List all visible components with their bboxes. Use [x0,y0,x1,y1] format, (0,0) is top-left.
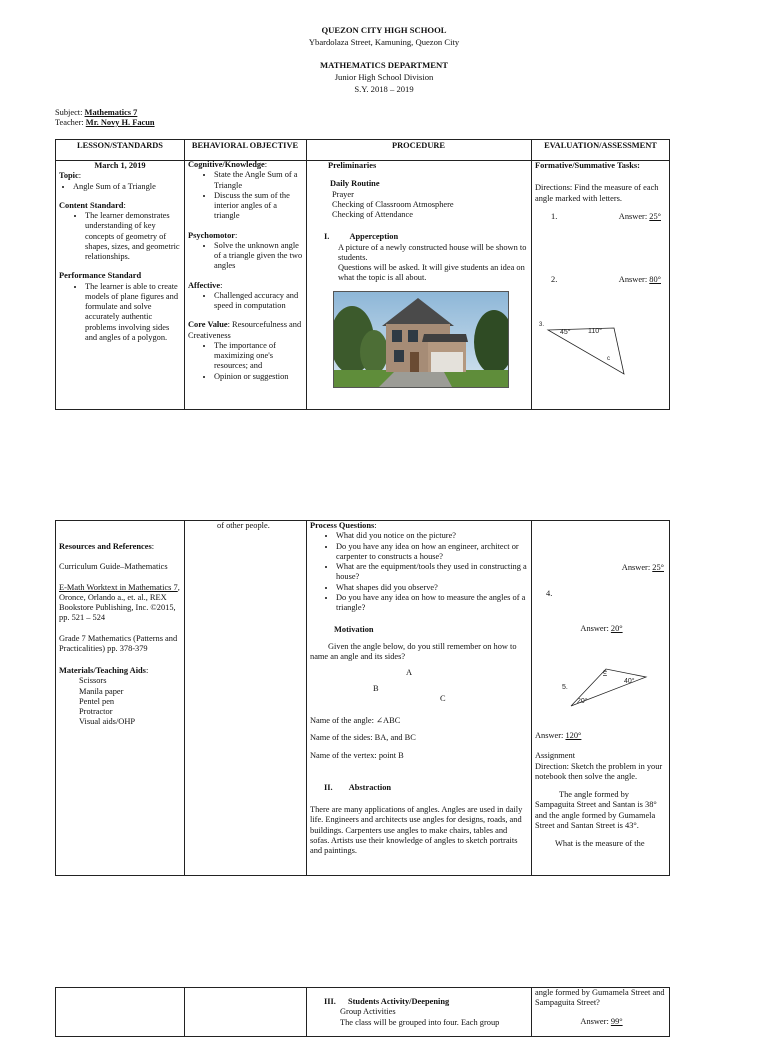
material-item: Visual aids/OHP [79,717,136,727]
name-of-angle: Name of the angle: ∠ABC [310,716,401,725]
section-heading-activity [310,997,528,1007]
process-question: • Do you have any idea on how to measure the angles of a triangle? [336,593,528,614]
reference-item: E-Math Worktext in Mathematics 7, Oronce, Orlando a., et. al., REX Bookstore Publishing, Inc. ©2015, pp. 521 – 524 [59,582,180,623]
cognitive-item: • Discuss the sum of the interior angles of a triangle [214,191,303,222]
lesson-plan-table-page1 [55,139,670,410]
objective-column-cont [185,521,306,531]
answer-label: Answer: [618,211,648,221]
affective-item: • Challenged accuracy and speed in computation [214,291,303,312]
procedure-column-page2: Process Questions: • What did you notice on the picture? • Do you have any idea on how an engineer, architect or carpenter to constructs a house? • What are the equipment/tools they used in constructing a house? • What shapes did you observe? • Do you have any idea on how to measure the angles of a triangle? Motivation Given the angle below, do you still remember on how to name an angle and its sides? A B C Name of the angle: ∠ABC Name of the sides: BA, and BC Name of the vertex: point B II. Abstraction There are many applications of angles. Angles are used in daily life. Engineers and architects use angles for designs, roads, and buildings. Carpenters use angles to make chairs, tables and sofas. Artists use their knowledge of angles to sketch portraits and paintings. [307,521,531,856]
process-question: • What are the equipment/tools they used in constructing a house? [336,562,528,583]
column-header-procedure: PROCEDURE [391,141,446,150]
lesson-plan-table-page2 [55,520,670,876]
evaluation-column-page3 [532,988,671,1027]
material-item: Scissors [79,676,107,686]
activity-text: The class will be grouped into four. Each group [340,1017,500,1027]
answer-value: 80° [649,274,661,284]
psychomotor-item: • Solve the unknown angle of a triangle given the two angles [214,241,303,272]
core-value-item: • The importance of maximizing one's resources; and [214,341,303,372]
daily-routine-heading: Daily Routine [330,179,380,189]
material-item: Protractor [79,707,113,716]
column-header-objective: BEHAVIORAL OBJECTIVE [191,141,299,150]
core-value-label: Core Value [188,320,228,330]
lesson-plan-table-page3 [55,987,670,1037]
column-header-evaluation: EVALUATION/ASSESSMENT [544,141,657,150]
content-standard-item: • The learner demonstrates understanding of key concepts of geometry of shapes, sizes, and geometric relationships. [85,211,181,262]
angle-abc-figure [310,668,528,712]
answer-5: Answer: 120° [535,731,582,740]
process-questions-label: Process Questions [310,521,375,530]
angle-label: 20° [577,698,588,705]
section-title: Abstraction [348,782,392,792]
section-number: III. [324,997,336,1006]
subject-line [55,108,137,118]
triangle-3-figure [536,318,636,380]
section-heading-apperception [310,232,528,242]
name-of-vertex: Name of the vertex: point B [310,750,404,760]
section-number: II. [324,782,333,792]
reference-item: Grade 7 Mathematics (Patterns and Practicalities) pp. 378-379 [59,633,178,653]
preliminaries-heading: Preliminaries [328,161,377,170]
answer-4: Answer: 20° [580,623,623,633]
procedure-column-page3 [307,997,531,1028]
school-address: Ybardolaza Street, Kamuning, Quezon City [308,37,460,47]
topic-item: • Angle Sum of a Triangle [73,182,181,192]
item-number: 4. [546,589,553,599]
section-title: Students Activity/Deepening [347,997,450,1006]
subject-value: Mathematics 7 [84,108,138,117]
eval-item-1 [535,212,668,224]
psychomotor-label: Psychomotor [188,230,235,240]
point-b-label: B [373,684,379,693]
routine-item: Prayer [332,189,354,199]
routine-item: Checking of Attendance [332,210,413,219]
teacher-label: Teacher: [55,118,84,127]
assignment-problem: The angle formed by Sampaguita Street and Santan is 38° and the angle formed by Gumamela Street and Santan Street is 43°. [535,790,657,830]
assignment-question-end: angle formed by Gumamela Street and Sampaguita Street? [535,988,665,1008]
assignment-heading: Assignment [535,751,576,761]
reference-link[interactable]: E-Math Worktext in Mathematics 7 [59,582,178,592]
core-value-text: : Resourcefulness and Creativeness [188,320,302,340]
answer-3: Answer: 25° [621,563,664,572]
core-value-item: • Opinion or suggestion [214,372,303,382]
topic-label: Topic [59,171,79,181]
content-standard-label: Content Standard [59,200,124,210]
item-number: 1. [551,211,558,221]
point-a-label: A [406,668,413,677]
division-name: Junior High School Division [334,72,434,82]
section-heading-abstraction [310,783,528,793]
house-picture [333,291,509,388]
performance-standard-label: Performance Standard [59,271,142,281]
triangle-5-figure [536,661,651,709]
teacher-value: Mr. Novy H. Facun [85,118,155,127]
process-question: • What did you notice on the picture? [336,531,528,541]
lesson-date: March 1, 2019 [94,161,146,170]
lesson-column: March 1, 2019 Topic: • Angle Sum of a Triangle Content Standard: • The learner demonstrates understanding of key concepts of geometry of shapes, sizes, and geometric relationships. Performance Standard • The learner is able to create models of plane figures and formulate and solve accurately authentic problems involving sides and angles of a polygon. [56,161,184,343]
school-year: S.Y. 2018 – 2019 [354,84,414,94]
answer-label: Answer: [618,274,648,284]
affective-label: Affective [188,280,221,290]
procedure-column [307,161,531,284]
department-name: MATHEMATICS DEPARTMENT [320,60,448,70]
directions-text: Directions: Find the measure of each angle marked with letters. [535,183,659,203]
section-number: I. [324,232,330,242]
cognitive-item: • State the Angle Sum of a Triangle [214,170,303,191]
eval-item-2 [535,275,668,287]
name-of-sides: Name of the sides: BA, and BC [310,733,416,743]
process-question: • Do you have any idea on how an engineer, architect or carpenter to constructs a house? [336,542,528,563]
formative-title: Formative/Summative Tasks: [535,161,640,170]
motivation-heading: Motivation [334,625,374,635]
assignment-answer: Answer: 99° [580,1016,623,1026]
angle-label: c [607,356,610,362]
abstraction-text: There are many applications of angles. Angles are used in daily life. Engineers and architects use angles for designs, roads, and buildings. Carpenters use angles to make chairs, tables and sofas. Artists use their knowledge of angles to sketch portraits and paintings. [310,805,523,855]
school-name: QUEZON CITY HIGH SCHOOL [321,25,447,35]
motivation-text: Given the angle below, do you still remember on how to name an angle and its sides? [310,641,517,661]
evaluation-column-page2-lower [532,731,671,849]
cognitive-label: Cognitive/Knowledge [188,160,265,169]
objective-column: Cognitive/Knowledge: • State the Angle Sum of a Triangle • Discuss the sum of the interior angles of a triangle Psychomotor: • Solve the unknown angle of a triangle given the two angles Affective: • Challenged accuracy and speed in computation Core Value: Resourcefulness and Creativeness • The importance of maximizing one's resources; and • Opinion or suggestion [185,160,306,382]
angle-label: 45° [560,329,571,336]
evaluation-column [532,161,671,287]
material-item: Manila paper [79,686,124,696]
item-number: 2. [551,274,558,284]
point-c-label: C [440,694,446,703]
triangle-3-diagram [536,318,636,380]
triangle-5-diagram [536,661,651,709]
section-title: Apperception [349,232,399,242]
core-value-item-cont: of other people. [217,521,270,530]
routine-item: Checking of Classroom Atmosphere [332,199,454,209]
group-activities: Group Activities [340,1007,396,1017]
apperception-text: A picture of a newly constructed house will be shown to students. [338,242,527,262]
material-item: Pentel pen [79,696,115,706]
answer-value: 25° [649,211,661,221]
apperception-text: Questions will be asked. It will give students an idea on what the topic is all about. [338,263,525,283]
process-question: • What shapes did you observe? [336,583,528,593]
angle-label: 40° [624,678,635,685]
reference-item: Curriculum Guide–Mathematics [59,562,168,572]
house-image [334,292,508,387]
assignment-question: What is the measure of the [555,839,645,848]
materials-label: Materials/Teaching Aids [59,666,146,675]
evaluation-column-page2 [532,521,671,634]
angle-label: e [603,669,607,676]
angle-label: 110° [588,328,602,335]
teacher-line [55,118,155,128]
resources-label: Resources and References [59,542,152,551]
resources-column: Resources and References: Curriculum Guide–Mathematics E-Math Worktext in Mathematics 7, Oronce, Orlando a., et. al., REX Bookstore Publishing, Inc. ©2015, pp. 521 – 524 Grade 7 Mathematics (Patterns and Practicalities) pp. 378-379 Materials/Teaching Aids: Scissors Manila paper Pentel pen Protractor Visual aids/OHP [59,542,180,727]
assignment-directions: Direction: Sketch the problem in your notebook then solve the angle. [535,761,663,781]
performance-standard-item: • The learner is able to create models of plane figures and formulate and solve accurately authentic problems involving sides and angles of a polygon. [85,282,181,344]
triangle-number: 5. [562,684,568,691]
subject-label: Subject: [55,108,83,117]
column-header-lesson: LESSON/STANDARDS [77,141,163,150]
triangle-number: 3. [539,322,545,328]
